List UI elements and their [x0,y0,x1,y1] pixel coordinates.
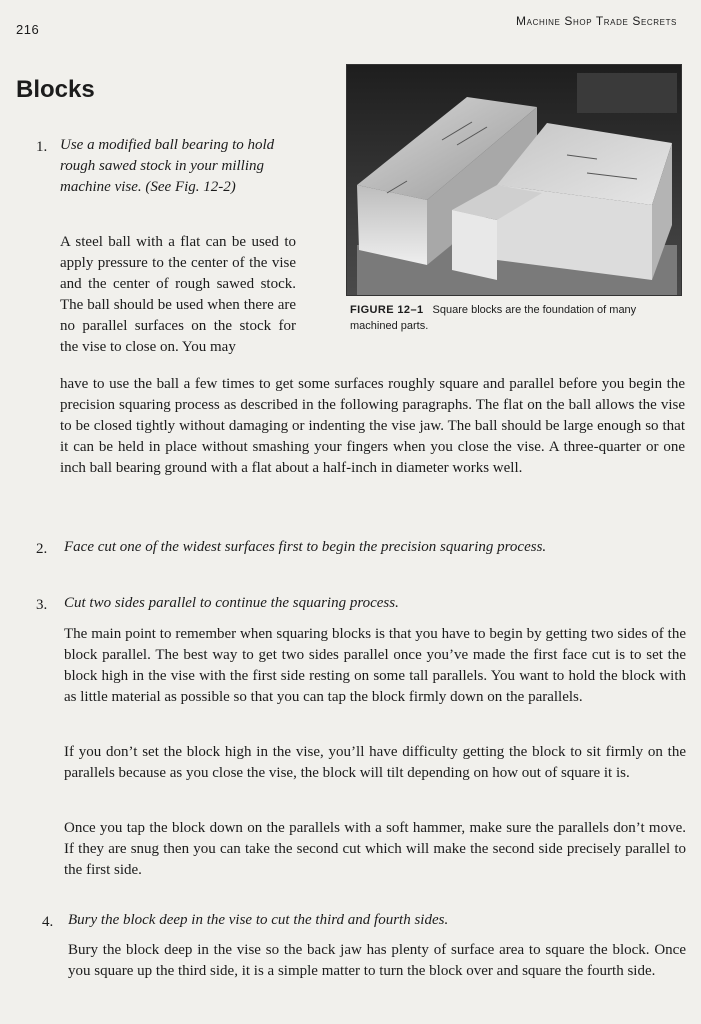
figure-photo [346,64,682,296]
page-number: 216 [16,22,40,37]
paragraph: If you don’t set the block high in the vise, you’ll have difficulty getting the block to sit firmly on the parallels because as you close the vise, the block will tilt depending on how out of square it is. [64,744,686,781]
item-number: 2. [36,541,48,557]
item-number: 3. [36,597,48,613]
paragraph: Bury the block deep in the vise so the back jaw has plenty of surface area to square the block. Once you square up the third side, it is a simple matter to turn the block over and square the fourth side. [68,942,686,979]
figure-caption-text: Square blocks are the foundation of many machined parts. [350,304,637,332]
paragraph: The main point to remember when squaring blocks is that you have to begin by getting two sides of the block parallel. The best way to get two sides parallel once you’ve made the first face cut is to set the block high in the vise with the first side resting on some tall parallels. You want to hold the block with as little material as possible so that you can tap the block firmly down on the parallels. [64,626,686,705]
item-heading: Cut two sides parallel to continue the squaring process. [64,595,399,611]
figure-label: FIGURE 12–1 [350,304,424,316]
paragraph: Once you tap the block down on the parallels with a soft hammer, make sure the parallels don’t move. If they are snug then you can take the second cut which will make the second side precisely parallel to the first side. [64,820,686,878]
section-title: Blocks [16,76,95,103]
item-number: 4. [42,914,54,930]
item-heading: Bury the block deep in the vise to cut the third and fourth sides. [68,912,449,928]
running-head: Machine Shop Trade Secrets [516,14,677,28]
paragraph: A steel ball with a flat can be used to apply pressure to the center of the vise and the center of rough sawed stock. The ball should be used when there are no parallel surfaces on the stock for the vise to close on. You may [60,234,296,355]
paragraph: have to use the ball a few times to get some surfaces roughly square and parallel before you begin the precision squaring process as described in the following paragraphs. The flat on the ball allows the vise to be closed tightly without damaging or indenting the vise jaw. The ball should be large enough so that it can be held in place without smashing your fingers when you close the vise. A three-quarter or one inch ball bearing ground with a flat about a half-inch in diameter works well. [60,376,685,476]
figure-caption [350,302,685,334]
item-heading: Use a modified ball bearing to hold rough sawed stock in your milling machine vise. (See Fig. 12-2) [60,137,275,195]
square-blocks-photo [347,65,681,295]
item-number: 1. [36,139,48,155]
item-heading: Face cut one of the widest surfaces first to begin the precision squaring process. [64,539,547,555]
